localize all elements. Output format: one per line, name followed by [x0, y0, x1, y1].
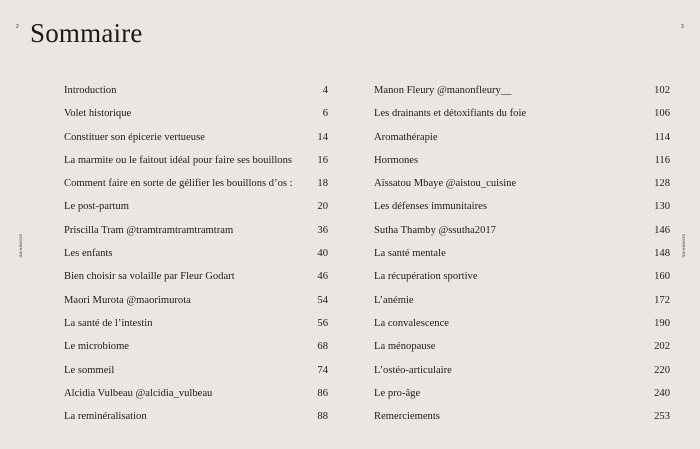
toc-entry — [64, 149, 328, 172]
toc-entry-page: 146 — [654, 224, 670, 236]
toc-entry-title: Sutha Thamby @ssutha2017 — [374, 224, 496, 236]
toc-entry-title: La ménopause — [374, 341, 436, 353]
toc-entry-title: Volet historique — [64, 108, 132, 120]
toc-entry — [374, 195, 670, 218]
toc-entry-page: 74 — [317, 364, 328, 376]
toc-entry-title: Le microbiome — [64, 341, 130, 353]
toc-entry-page: 88 — [317, 411, 328, 423]
toc-entry-title: Les enfants — [64, 248, 113, 260]
toc-entry — [64, 126, 328, 149]
toc-entry-title: Les défenses immunitaires — [374, 201, 487, 213]
toc-entry — [374, 219, 670, 242]
toc-entry — [64, 359, 328, 382]
toc-entry — [64, 382, 328, 405]
toc-entry-title: Manon Fleury @manonfleury__ — [374, 85, 512, 96]
toc-entry — [64, 265, 328, 288]
toc-entry-title: Alcidia Vulbeau @alcidia_vulbeau — [64, 387, 213, 399]
toc-entry-page: 16 — [317, 154, 328, 166]
toc-entry — [374, 265, 670, 288]
toc-entry-title: Aromathérapie — [374, 131, 438, 143]
toc-entry — [64, 102, 328, 125]
toc-entry-title: Les drainants et détoxifiants du foie — [374, 108, 527, 120]
toc-entry-page: 240 — [654, 387, 670, 399]
toc-column-left — [64, 79, 328, 428]
toc-entry — [374, 149, 670, 172]
toc-entry-title: Constituer son épicerie vertueuse — [64, 131, 205, 143]
toc-entry-page: 106 — [654, 108, 670, 120]
toc-entry-page: 190 — [654, 317, 670, 329]
toc-entry-page: 102 — [654, 85, 670, 96]
toc-entry-title: Bien choisir sa volaille par Fleur Godart — [64, 271, 235, 283]
toc-entry-page: 172 — [654, 294, 670, 306]
toc-entry-title: Introduction — [64, 85, 117, 96]
toc-entry-page: 46 — [317, 271, 328, 283]
toc-entry-page: 160 — [654, 271, 670, 283]
toc-entry-title: La santé de l’intestin — [64, 317, 153, 329]
toc-entry — [64, 335, 328, 358]
toc-entry — [374, 359, 670, 382]
toc-entry-title: Remerciements — [374, 411, 440, 423]
side-label-right: SOMMAIRE — [681, 233, 687, 259]
toc-entry-title: Maori Murota @maorimurota — [64, 294, 191, 306]
toc-entry-page: 253 — [654, 411, 670, 423]
toc-entry-page: 68 — [317, 341, 328, 353]
toc-entry-title: L’ostéo-articulaire — [374, 364, 452, 376]
toc-entry-page: 40 — [317, 248, 328, 260]
toc-entry-title: L’anémie — [374, 294, 414, 306]
toc-entry — [374, 172, 670, 195]
toc-entry — [374, 335, 670, 358]
toc-entry — [64, 289, 328, 312]
page-number-left: 2 — [16, 24, 19, 30]
toc-entry-title: Le pro-âge — [374, 387, 421, 399]
toc-entry — [374, 102, 670, 125]
toc-entry — [64, 79, 328, 102]
toc-entry — [374, 242, 670, 265]
toc-entry — [374, 126, 670, 149]
toc-entry-page: 128 — [654, 178, 670, 190]
toc-entry-page: 6 — [322, 108, 328, 120]
toc-entry-page: 116 — [654, 154, 670, 166]
toc-entry-page: 36 — [317, 224, 328, 236]
side-label-left: SOMMAIRE — [18, 233, 24, 259]
toc-entry — [374, 312, 670, 335]
toc-entry-page: 20 — [317, 201, 328, 213]
toc-entry-title: Comment faire en sorte de gélifier les bouillons d’os : — [64, 178, 293, 190]
toc-entry-page: 18 — [317, 178, 328, 190]
toc-entry — [374, 405, 670, 428]
toc-entry-title: Hormones — [374, 154, 419, 166]
toc-entry — [64, 312, 328, 335]
toc-entry-page: 202 — [654, 341, 670, 353]
toc-entry-page: 114 — [654, 131, 670, 143]
toc-entry-page: 56 — [317, 317, 328, 329]
toc-entry-page: 130 — [654, 201, 670, 213]
toc-entry-title: Priscilla Tram @tramtramtramtramtram — [64, 224, 234, 236]
toc-entry-page: 54 — [317, 294, 328, 306]
toc-entry — [64, 405, 328, 428]
toc-column-right — [374, 79, 670, 428]
toc-entry — [374, 382, 670, 405]
toc-entry-page: 86 — [317, 387, 328, 399]
toc-entry-page: 148 — [654, 248, 670, 260]
toc-entry-title: La récupération sportive — [374, 271, 478, 283]
toc-entry-title: Aïssatou Mbaye @aistou_cuisine — [374, 178, 517, 190]
toc-entry — [64, 195, 328, 218]
toc-entry — [64, 219, 328, 242]
toc-entry — [64, 172, 328, 195]
toc-entry-title: La convalescence — [374, 317, 449, 329]
toc-entry-title: Le sommeil — [64, 364, 115, 376]
toc-entry-page: 220 — [654, 364, 670, 376]
toc-entry-title: La marmite ou le faitout idéal pour faire ses bouillons — [64, 154, 292, 166]
toc-entry-page: 14 — [317, 131, 328, 143]
toc-entry-page: 4 — [322, 85, 328, 96]
toc-entry-title: La santé mentale — [374, 248, 446, 260]
toc-entry-title: La reminéralisation — [64, 411, 147, 423]
toc-entry-title: Le post-partum — [64, 201, 130, 213]
toc-entry — [374, 79, 670, 102]
toc-entry — [374, 289, 670, 312]
toc-entry — [64, 242, 328, 265]
page-title: Sommaire — [30, 18, 143, 48]
page-number-right: 3 — [681, 24, 684, 30]
